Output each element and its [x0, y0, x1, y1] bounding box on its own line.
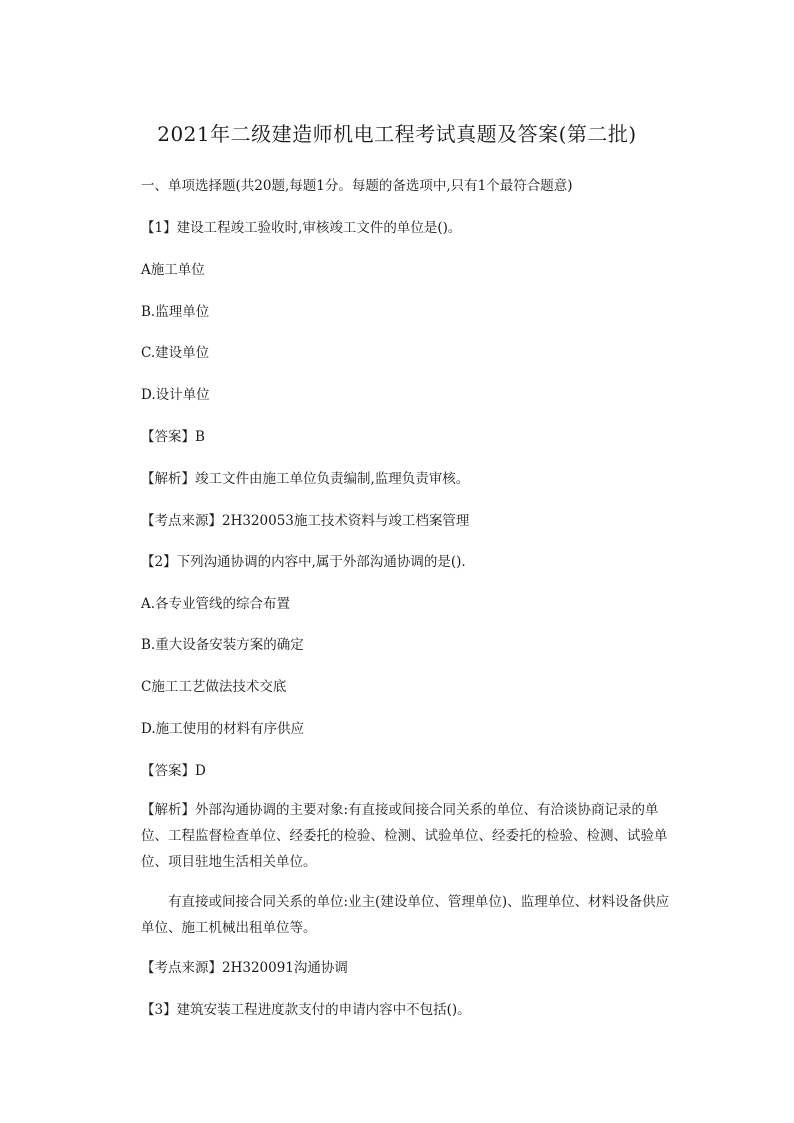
question-2-option-c: C施工工艺做法技术交底	[141, 679, 287, 695]
question-1-option-b: B.监理单位	[141, 304, 210, 320]
question-3-stem: 【3】建筑安装工程进度款支付的申请内容中不包括()。	[141, 1002, 471, 1018]
question-2-option-b: B.重大设备安装方案的确定	[141, 637, 304, 653]
question-2-analysis: 【解析】外部沟通协调的主要对象:有直接或间接合同关系的单位、有洽谈协商记录的单位、工程监督检查单位、经委托的检验、检测、试验单位、经委托的检验、检测、试验单位、项目驻地生活相关单位。	[141, 802, 668, 870]
question-1-option-a: A施工单位	[141, 262, 205, 278]
question-1-analysis: 【解析】竣工文件由施工单位负责编制,监理负责审核。	[141, 471, 470, 487]
question-2-option-a: A.各专业管线的综合布置	[141, 596, 291, 612]
document-title: 2021年二级建造师机电工程考试真题及答案(第二批)	[157, 122, 637, 146]
question-1-stem: 【1】建设工程竣工验收时,审核竣工文件的单位是()。	[141, 220, 462, 236]
question-1-answer: 【答案】B	[141, 429, 205, 445]
section-heading: 一、单项选择题(共20题,每题1分。每题的备选项中,只有1个最符合题意)	[141, 178, 573, 194]
question-2-stem: 【2】下列沟通协调的内容中,属于外部沟通协调的是().	[141, 554, 466, 570]
question-1-option-c: C.建设单位	[141, 345, 210, 361]
question-2-answer: 【答案】D	[141, 763, 206, 779]
question-2-source: 【考点来源】2H320091沟通协调	[141, 960, 348, 976]
question-2-analysis-continued: 有直接或间接合同关系的单位:业主(建设单位、管理单位)、监理单位、材料设备供应单位、施工机械出租单位等。	[141, 894, 670, 936]
question-2-option-d: D.施工使用的材料有序供应	[141, 721, 305, 737]
question-1-source: 【考点来源】2H320053施工技术资料与竣工档案管理	[141, 513, 470, 529]
question-1-option-d: D.设计单位	[141, 387, 210, 403]
